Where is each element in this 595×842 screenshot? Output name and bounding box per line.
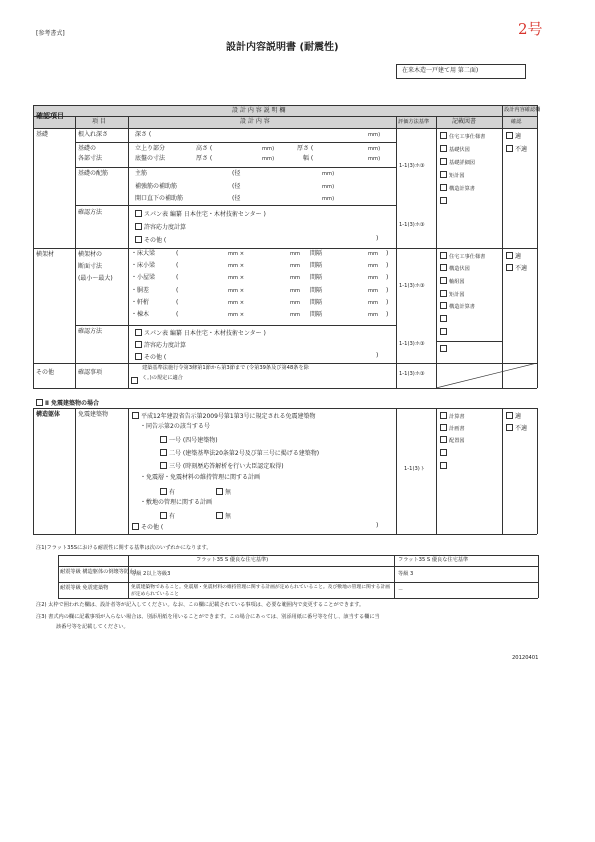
section2-ok-checkbox[interactable]: 適 [506, 412, 521, 420]
main-rebar-diameter: (径 [232, 170, 241, 177]
doc-section-drawing-checkbox[interactable]: 矩計図 [440, 171, 465, 179]
doc-foundation-plan-checkbox[interactable]: 基礎伏図 [440, 145, 470, 153]
beam-close: ) [386, 287, 389, 294]
other-text-line2: く。)の規定に適合 [142, 375, 183, 381]
beam-spacing-label: 間隔 [310, 274, 323, 281]
beam-height-unit: mm [290, 312, 301, 318]
maintenance-no[interactable]: 無 [216, 488, 231, 496]
beam-doc-structure-plan[interactable]: 構造伏図 [440, 264, 470, 272]
header-documents: 記載図書 [452, 118, 477, 125]
beam-width-unit: mm × [228, 288, 245, 294]
beam-height-unit: mm [290, 275, 301, 281]
foundation-depth-text: 深さ ( [135, 131, 152, 138]
foundation-dimensions-label2: 各部寸法 [78, 155, 103, 162]
beam-width-unit: mm × [228, 300, 245, 306]
note-3-line2: 該番号等を記載してください。 [56, 624, 129, 630]
note-2: 注2) 太枠で囲われた欄は、設計者等が記入してください。なお、この欄に記載されている事項は、必要な範囲内で変更することができます。 [36, 602, 365, 608]
beam-other-option[interactable]: その他 ( [135, 353, 166, 361]
isolation-other-option[interactable]: その他 ( [132, 523, 163, 531]
beam-spacing-unit: mm [368, 300, 379, 306]
beam-section-label2: 断面寸法 [78, 263, 103, 270]
reinforcing-rebar-diameter: (径 [232, 183, 241, 190]
opening-rebar-unit: mm) [322, 196, 335, 202]
checkbox[interactable] [135, 210, 142, 217]
header-method: 評価方法基準 [398, 119, 430, 125]
section2-doc-calc[interactable]: 計算書 [440, 412, 465, 420]
beam-width-unit: mm × [228, 263, 245, 269]
foundation-depth-label: 根入れ深さ [78, 131, 109, 138]
beam-spacing-unit: mm [368, 312, 379, 318]
note-1: 注1)フラット35Sにおける耐震性に関する基準は次のいずれかになります。 [36, 545, 212, 551]
foundation-stress-calc-option[interactable]: 許容応力度計算 [135, 223, 186, 231]
foundation-ng-checkbox[interactable]: 不適 [506, 145, 527, 153]
header-confirm: 確認 [511, 119, 522, 125]
beam-close: ) [386, 250, 389, 257]
isolation-notice-label: ・同告示第2の該当する号 [140, 423, 210, 430]
isolation-option-2[interactable]: 二号 (建築基準法20条第2号及び第三号に掲げる建築物) [160, 449, 319, 457]
beam-width-unit: mm × [228, 275, 245, 281]
foundation-other-option[interactable]: その他 ( [135, 236, 166, 244]
beam-paren: ( [176, 311, 179, 318]
section2-doc-blank[interactable] [440, 449, 449, 457]
opening-rebar-label: 開口直下の補助筋 [135, 195, 184, 202]
foundation-dimensions-label: 基礎の [78, 145, 97, 152]
beam-height-unit: mm [290, 263, 301, 269]
foundation-depth-unit: mm) [368, 132, 381, 138]
foundation-method-ref: 1-1(3)ホ③ [399, 163, 425, 169]
beam-paren: ( [176, 274, 179, 281]
checkbox[interactable] [135, 236, 142, 243]
note-table-header2: フラット35 S 優良な住宅基準 [398, 557, 469, 563]
section2-structure-label: 構造躯体 [36, 411, 61, 418]
doc-calc-checkbox[interactable]: 構造計算書 [440, 184, 475, 192]
note-row2-label: 耐震等級 免震建築物 [60, 585, 109, 591]
beam-stress-calc-option[interactable]: 許容応力度計算 [135, 341, 186, 349]
reinforcing-rebar-label: 補強筋の補助筋 [135, 183, 178, 190]
beam-section-label3: (最小～最大) [78, 275, 113, 282]
beam-paren: ( [176, 250, 179, 257]
beam-method-ref-2: 1-1(3)ホ③ [399, 341, 425, 347]
isolation-option-1[interactable]: 一号 (四号建築物) [160, 436, 218, 444]
doc-spec-checkbox[interactable]: 住宅工事仕様書 [440, 132, 485, 140]
beam-doc-calc[interactable]: 構造計算書 [440, 302, 475, 310]
isolation-option-3[interactable]: 三号 (時刻歴応答解析を行い大臣認定取得) [160, 462, 284, 470]
riser-thickness-unit: mm) [368, 146, 381, 152]
main-rebar-label: 主筋 [135, 170, 148, 177]
beam-doc-section[interactable]: 矩計図 [440, 290, 465, 298]
section2-doc-plan[interactable]: 計画書 [440, 424, 465, 432]
beam-close: ) [386, 274, 389, 281]
beam-span-table-option[interactable]: スパン表 編纂 日本住宅・木材技術センター ) [135, 329, 266, 337]
footing-thickness-label: 厚さ ( [196, 155, 213, 162]
other-text-line1: 建築基準法施行令第3條第1節から第3節まで (令第39条及び第48条を除 [142, 365, 309, 371]
other-checkbox[interactable] [131, 370, 140, 386]
beam-close: ) [386, 262, 389, 269]
site-no[interactable]: 無 [216, 512, 231, 520]
beam-other-close: ) [376, 352, 379, 359]
beam-height-unit: mm [290, 251, 301, 257]
reference-format-label: [参考書式] [36, 30, 65, 37]
form-date: 20120401 [512, 655, 539, 661]
foundation-ok-checkbox[interactable]: 適 [506, 132, 521, 140]
beam-method-label: 確認方法 [78, 328, 103, 335]
note-table-header: フラット35 S 優良な住宅基準) [196, 557, 269, 563]
note-row2-text: 免震建築物であること。免震層・免震材料の維持管理に関する計画が定められていること。及び敷地の管理に関する計画が定められていること [131, 585, 391, 597]
section2-isolation-label: 免震建築物 [78, 411, 109, 418]
beam-section-label: 横架材の [78, 251, 103, 258]
beam-ok-checkbox[interactable]: 適 [506, 252, 521, 260]
beam-paren: ( [176, 262, 179, 269]
subtitle: 在来木造一戸建て用 第二面) [402, 67, 479, 74]
beam-spacing-label: 間隔 [310, 299, 323, 306]
foundation-other-close: ) [376, 235, 379, 242]
beam-ng-checkbox[interactable]: 不適 [506, 264, 527, 272]
riser-height-unit: mm) [262, 146, 275, 152]
beam-spacing-unit: mm [368, 263, 379, 269]
footing-width-unit: mm) [368, 156, 381, 162]
beam-spacing-label: 間隔 [310, 287, 323, 294]
isolation-building-option[interactable]: 平成12年建設省告示第2009号第1第3号に規定される免震建築物 [132, 412, 316, 420]
checkbox[interactable] [135, 223, 142, 230]
foundation-method-ref-2: 1-1(3)ホ③ [399, 222, 425, 228]
beam-spacing-label: 間隔 [310, 311, 323, 318]
section-beam-label: 横架材 [36, 251, 55, 258]
beam-doc-blank2[interactable] [440, 328, 449, 336]
note-3-line1: 注3) 書式内の欄に記載事項が入らない場合は、別添用紙を用いることができます。この場合にあっては、別添用紙に番号等を付し、該当する欄に当 [36, 614, 380, 620]
isolation-other-close: ) [376, 522, 379, 529]
beam-width-unit: mm × [228, 251, 245, 257]
section2-doc-blank2[interactable] [440, 462, 449, 470]
beam-paren: ( [176, 287, 179, 294]
note-row1-grade: 等級 2以上等級3 [131, 571, 171, 577]
beam-doc-frame[interactable]: 軸組図 [440, 277, 465, 285]
site-management-label: ・敷地の管理に関する計画 [140, 499, 213, 506]
note-row1-label: 耐震等級 構造躯体の倒壊等防止) [60, 569, 137, 575]
section2-ng-checkbox[interactable]: 不適 [506, 424, 527, 432]
beam-doc-blank[interactable] [440, 315, 449, 323]
beam-row-label: ・小屋梁 [131, 274, 156, 281]
section2-title: Ⅱ 免震建築物の場合 [36, 399, 99, 407]
beam-height-unit: mm [290, 288, 301, 294]
beam-close: ) [386, 311, 389, 318]
beam-spacing-unit: mm [368, 288, 379, 294]
beam-width-unit: mm × [228, 312, 245, 318]
foundation-method-label: 確認方法 [78, 209, 103, 216]
main-rebar-unit: mm) [322, 171, 335, 177]
header-confirm-column: 設計内容確認欄 [504, 107, 541, 113]
reinforcing-rebar-unit: mm) [322, 184, 335, 190]
beam-row-label: ・棟木 [131, 311, 150, 318]
doc-foundation-detail-checkbox[interactable]: 基礎詳細図 [440, 158, 475, 166]
section2-doc-layout[interactable]: 配置図 [440, 436, 465, 444]
header-item: 項 目 [92, 118, 106, 125]
beam-method-ref: 1-1(3)ホ③ [399, 283, 425, 289]
section-other-label: その他 [36, 369, 55, 376]
section2-method-ref: 1-1(3)ト [404, 466, 426, 472]
foundation-rebar-label: 基礎の配筋 [78, 170, 109, 177]
beam-row-label: ・床小梁 [131, 262, 156, 269]
beam-spacing-unit: mm [368, 251, 379, 257]
beam-close: ) [386, 299, 389, 306]
beam-doc-blank3[interactable] [440, 345, 449, 353]
note-row2-value: － [398, 587, 404, 593]
section-foundation-label: 基礎 [36, 131, 49, 138]
beam-row-label: ・胴差 [131, 287, 150, 294]
opening-rebar-diameter: (径 [232, 195, 241, 202]
maintenance-yes[interactable]: 有 [160, 488, 175, 496]
beam-spacing-label: 間隔 [310, 262, 323, 269]
page-title: 設計内容説明書 (耐震性) [226, 42, 339, 53]
footing-thickness-unit: mm) [262, 156, 275, 162]
beam-paren: ( [176, 299, 179, 306]
beam-spacing-label: 間隔 [310, 250, 323, 257]
other-method-ref: 1-1(3)ホ③ [399, 371, 425, 377]
riser-thickness-label: 厚さ ( [297, 145, 314, 152]
beam-spacing-unit: mm [368, 275, 379, 281]
note-row1-grade2: 等級 3 [398, 571, 414, 577]
riser-part-label: 立上り部分 [135, 145, 166, 152]
beam-row-label: ・床大梁 [131, 250, 156, 257]
beam-height-unit: mm [290, 300, 301, 306]
isolation-maintenance-label: ・免震層・免震材料の維持管理に関する計画 [140, 474, 261, 481]
header-content: 設 計 内 容 [240, 118, 270, 125]
doc-blank-checkbox[interactable] [440, 197, 449, 205]
beam-doc-spec[interactable]: 住宅工事仕様書 [440, 252, 485, 260]
other-check-label: 確認事項 [78, 369, 103, 376]
foundation-span-table-option[interactable]: スパン表 編纂 日本住宅・木材技術センター ) [135, 210, 266, 218]
site-yes[interactable]: 有 [160, 512, 175, 520]
header-explanation: 設 計 内 容 説 明 欄 [232, 107, 286, 114]
riser-height-label: 高さ ( [196, 145, 213, 152]
footing-label: 底盤の寸法 [135, 155, 166, 162]
beam-row-label: ・軒桁 [131, 299, 150, 306]
footing-width-label: 幅 ( [303, 155, 314, 162]
header-check-item: 確認項目 [36, 112, 64, 120]
handwritten-number: 2号 [518, 20, 543, 38]
